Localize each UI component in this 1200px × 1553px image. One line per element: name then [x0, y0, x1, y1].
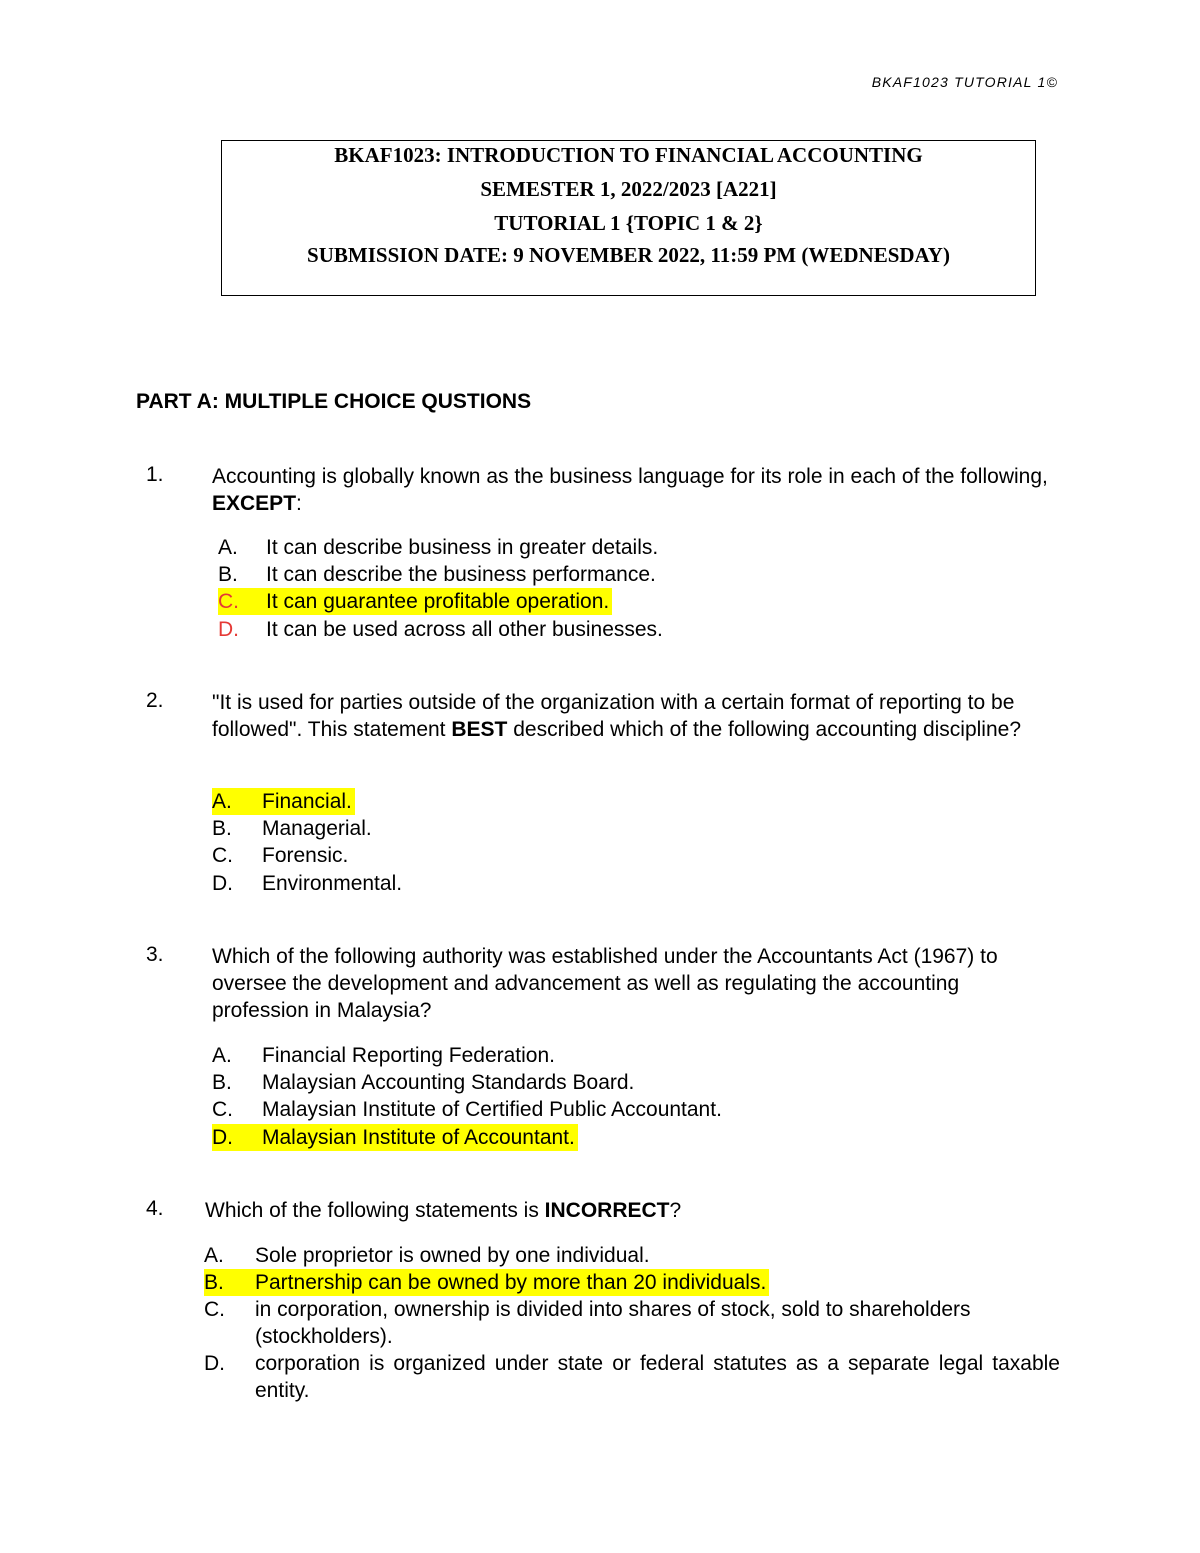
option-b-answer	[204, 1269, 769, 1296]
running-header: BKAF1023 TUTORIAL 1©	[871, 74, 1058, 90]
option-c-answer	[218, 588, 612, 615]
question-number: 4.	[146, 1197, 164, 1220]
answer-highlight: A. Financial.	[212, 788, 355, 815]
option-a-answer	[212, 788, 355, 815]
question-text: "It is used for parties outside of the organization with a certain format of reporting to be followed". This statement BEST described which of the following accounting discipline?	[212, 691, 1022, 741]
answer-highlight: C. It can guarantee profitable operation.	[218, 588, 612, 615]
question-text: Accounting is globally known as the business language for its role in each of the following, EXCEPT:	[212, 465, 1048, 515]
submission-date-line: SUBMISSION DATE: 9 NOVEMBER 2022, 11:59 PM (WEDNESDAY)	[307, 243, 950, 267]
question-number: 1.	[146, 463, 164, 486]
answer-highlight: B. Partnership can be owned by more than 20 individuals.	[204, 1269, 769, 1296]
part-a-heading: PART A: MULTIPLE CHOICE QUSTIONS	[136, 390, 532, 413]
semester-line: SEMESTER 1, 2022/2023 [A221]	[480, 177, 777, 201]
title-box	[221, 140, 1036, 296]
question-text: Which of the following statements is INCORRECT?	[205, 1199, 682, 1222]
option-d-answer	[212, 1124, 578, 1151]
option-c: C. in corporation, ownership is divided into shares of stock, sold to shareholders (stockholders).	[204, 1298, 971, 1348]
answer-highlight: D. Malaysian Institute of Accountant.	[212, 1124, 578, 1151]
option-d: D. corporation is organized under state or federal statutes as a separate legal taxable entity.	[204, 1352, 1060, 1402]
course-title: BKAF1023: INTRODUCTION TO FINANCIAL ACCOUNTING	[334, 143, 923, 167]
question-number: 3.	[146, 943, 164, 966]
tutorial-line: TUTORIAL 1 {TOPIC 1 & 2}	[494, 211, 763, 235]
question-text: Which of the following authority was established under the Accountants Act (1967) to oversee the development and advancement as well as regulating the accounting profession in Malaysia?	[212, 945, 998, 1022]
question-number: 2.	[146, 689, 164, 712]
